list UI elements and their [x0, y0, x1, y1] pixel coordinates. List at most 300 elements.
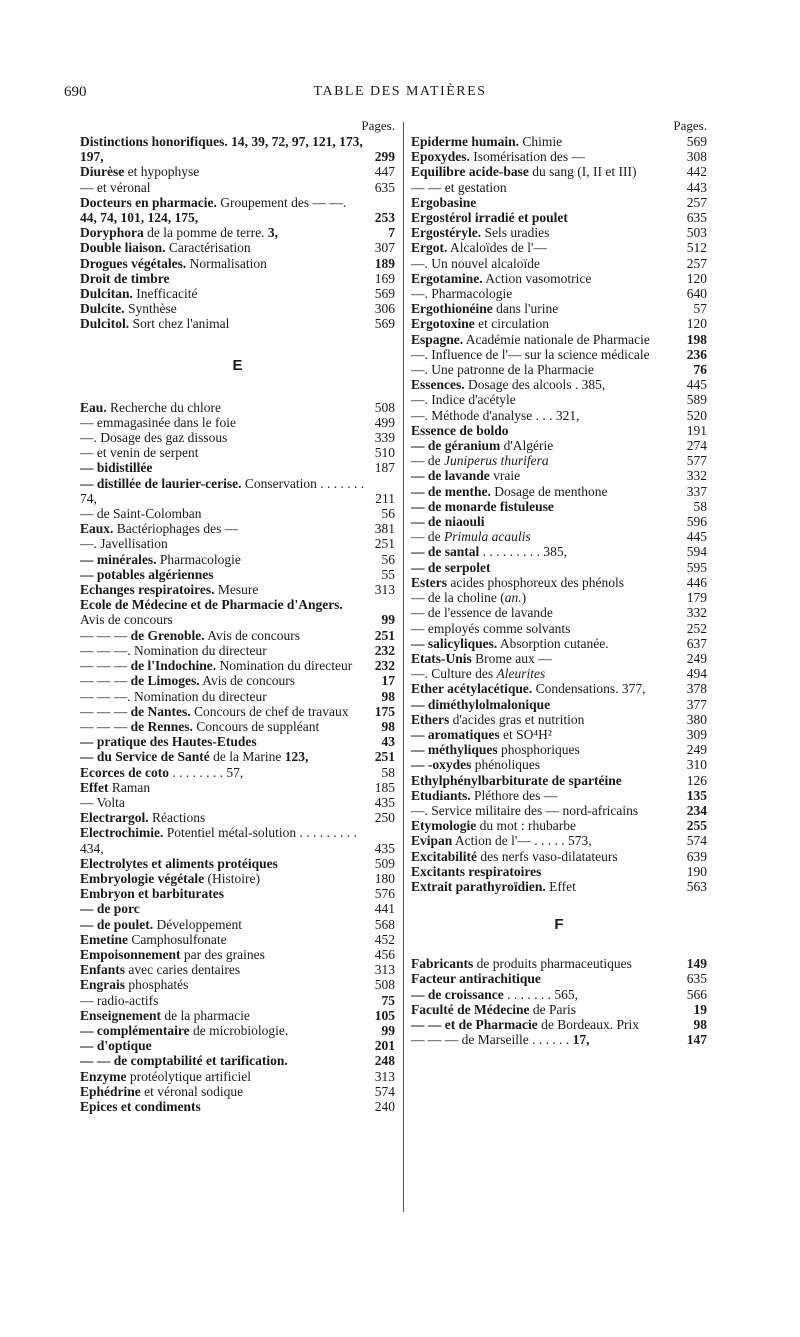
entry-page: 568: [374, 916, 395, 932]
entry-text: Faculté de Médecine de Paris: [411, 1001, 576, 1017]
column-divider: [403, 122, 404, 1212]
entry-text: Evipan Action de l'— . . . . . 573,: [411, 833, 592, 849]
entry-page: 257: [686, 194, 707, 210]
entry-text: Ergot. Alcaloïdes de l'—: [411, 240, 547, 256]
entry-text: — — —. Nomination du directeur: [80, 642, 267, 658]
index-entry: [411, 362, 707, 377]
index-entry: [80, 1008, 395, 1023]
entry-text: Engrais phosphatés: [80, 977, 189, 993]
index-entry: [411, 514, 707, 529]
entry-text: — — — de Nantes. Concours de chef de travaux: [80, 703, 349, 719]
index-entry: [411, 788, 707, 803]
entry-page: 251: [374, 536, 395, 552]
index-entry: [411, 484, 707, 499]
entry-text: Docteurs en pharmacie. Groupement des — —. 44, 74, 101, 124, 175,: [80, 194, 347, 226]
entry-page: 569: [686, 134, 707, 149]
entry-text: Excitabilité des nerfs vaso-dilatateurs: [411, 848, 618, 864]
index-entry: [80, 1023, 395, 1038]
entry-text: —. Une patronne de la Pharmacie: [411, 362, 594, 378]
entry-text: Essence de boldo: [411, 422, 509, 438]
index-entry: [80, 134, 395, 164]
index-entry: [80, 643, 395, 658]
entry-page: 180: [374, 870, 395, 886]
index-entry: [80, 917, 395, 932]
index-entry: [411, 408, 707, 423]
index-entry: [80, 628, 395, 643]
index-entry: [411, 833, 707, 848]
entry-page: 248: [374, 1053, 395, 1069]
index-entry: [411, 621, 707, 636]
entry-page: 299: [374, 149, 395, 165]
entry-page: 58: [693, 498, 707, 514]
entry-text: — — et de Pharmacie de Bordeaux. Prix: [411, 1016, 639, 1032]
entry-page: 569: [374, 286, 395, 302]
entry-text: —. Indice d'acétyle: [411, 392, 516, 408]
entry-page: 566: [686, 986, 707, 1002]
entry-page: 58: [381, 764, 395, 780]
entry-page: 190: [686, 863, 707, 879]
index-entry: [411, 529, 707, 544]
index-entry: [80, 704, 395, 719]
index-entry: [80, 765, 395, 780]
index-entry: [411, 332, 707, 347]
entry-page: 306: [374, 301, 395, 317]
index-entry: [411, 180, 707, 195]
entry-page: 191: [686, 422, 707, 438]
index-entry: [411, 240, 707, 255]
entry-page: 635: [374, 179, 395, 195]
entry-text: — -oxydes phénoliques: [411, 757, 540, 773]
index-entry: [80, 719, 395, 734]
entry-text: Emetine Camphosulfonate: [80, 931, 227, 947]
index-entry: [411, 301, 707, 316]
index-column-right: [411, 118, 707, 1047]
entry-page: 147: [686, 1032, 707, 1048]
entry-page: 446: [686, 574, 707, 590]
index-entry: [411, 681, 707, 696]
entry-page: 179: [686, 590, 707, 606]
entry-page: 574: [686, 833, 707, 849]
index-entry: [411, 742, 707, 757]
index-entry: [80, 476, 395, 506]
pages-column-label: Pages.: [673, 118, 707, 133]
entry-page: 211: [375, 490, 395, 506]
entry-text: Equilibre acide-base du sang (I, II et III): [411, 164, 637, 180]
entry-text: — de monarde fistuleuse: [411, 498, 554, 514]
entry-text: Extrait parathyroïdien. Effet: [411, 878, 576, 894]
index-entry: [80, 506, 395, 521]
entry-text: — salicyliques. Absorption cutanée.: [411, 635, 609, 651]
index-entry: [411, 286, 707, 301]
index-entry: [80, 286, 395, 301]
entry-page: 510: [374, 445, 395, 461]
index-entry: [411, 164, 707, 179]
entry-page: 640: [686, 286, 707, 302]
index-entry: [411, 271, 707, 286]
entry-page: 120: [686, 316, 707, 332]
entry-text: — Volta: [80, 794, 125, 810]
index-entry: [411, 590, 707, 605]
index-entry: [80, 993, 395, 1008]
index-entry: [411, 256, 707, 271]
index-entry: [411, 666, 707, 681]
index-entry: [80, 400, 395, 415]
entry-page: 249: [686, 742, 707, 758]
index-entry: [411, 712, 707, 727]
entry-text: Ether acétylacétique. Condensations. 377,: [411, 681, 646, 697]
entry-page: 639: [686, 848, 707, 864]
index-entry: [411, 727, 707, 742]
entry-page: 445: [686, 529, 707, 545]
index-entry: [411, 773, 707, 788]
entry-list: [411, 134, 707, 1047]
entry-page: 337: [686, 483, 707, 499]
entry-text: Etats-Unis Brome aux —: [411, 650, 552, 666]
entry-text: —. Méthode d'analyse . . . 321,: [411, 407, 580, 423]
entry-page: 499: [374, 414, 395, 430]
entry-text: Ergostéryle. Sels uradies: [411, 225, 550, 241]
entry-page: 309: [686, 726, 707, 742]
entry-text: — d'optique: [80, 1038, 152, 1054]
index-entry: [411, 544, 707, 559]
entry-text: Echanges respiratoires. Mesure: [80, 582, 259, 598]
index-entry: [80, 1069, 395, 1084]
entry-text: — — — de l'Indochine. Nomination du directeur: [80, 658, 353, 674]
entry-page: 307: [374, 240, 395, 256]
entry-text: — et véronal: [80, 179, 151, 195]
entry-page: 378: [686, 681, 707, 697]
index-entry: [411, 423, 707, 438]
entry-text: Ergobasine: [411, 194, 477, 210]
entry-text: Drogues végétales. Normalisation: [80, 255, 267, 271]
section-letter: F: [554, 916, 564, 934]
index-entry: [80, 962, 395, 977]
entry-page: 594: [686, 544, 707, 560]
entry-page: 596: [686, 514, 707, 530]
entry-page: 441: [374, 901, 395, 917]
entry-text: — de niaouli: [411, 514, 485, 530]
entry-page: 637: [686, 635, 707, 651]
entry-text: Enseignement de la pharmacie: [80, 1007, 250, 1023]
entry-page: 313: [374, 962, 395, 978]
entry-page: 442: [686, 164, 707, 180]
index-entry: [80, 1038, 395, 1053]
entry-text: — minérales. Pharmacologie: [80, 551, 241, 567]
index-entry: [411, 803, 707, 818]
entry-page: 201: [374, 1038, 395, 1054]
index-entry: [80, 316, 395, 331]
entry-text: —. Dosage des gaz dissous: [80, 430, 228, 446]
index-entry: [411, 1002, 707, 1017]
entry-text: Eau. Recherche du chlore: [80, 399, 221, 415]
index-entry: [80, 240, 395, 255]
entry-text: — diméthylolmalonique: [411, 696, 551, 712]
entry-text: — de lavande vraie: [411, 468, 521, 484]
index-entry: [80, 597, 395, 627]
entry-text: — et venin de serpent: [80, 445, 199, 461]
index-entry: [411, 499, 707, 514]
entry-text: —. Service militaire des — nord-africains: [411, 802, 639, 818]
entry-text: Epices et condiments: [80, 1098, 201, 1114]
index-entry: [411, 210, 707, 225]
entry-text: Double liaison. Caractérisation: [80, 240, 251, 256]
entry-page: 257: [686, 255, 707, 271]
entry-text: Ecorces de coto . . . . . . . . 57,: [80, 764, 244, 780]
entry-text: — pratique des Hautes-Etudes: [80, 734, 257, 750]
index-entry: [80, 301, 395, 316]
entry-text: Ergotoxine et circulation: [411, 316, 549, 332]
index-entry: [411, 849, 707, 864]
entry-page: 447: [374, 164, 395, 180]
index-entry: [80, 810, 395, 825]
entry-page: 76: [693, 362, 707, 378]
entry-text: — de porc: [80, 901, 140, 917]
entry-page: 98: [693, 1016, 707, 1032]
index-entry: [411, 971, 707, 986]
page-title: TABLE DES MATIÈRES: [313, 84, 487, 99]
entry-page: 75: [381, 992, 395, 1008]
entry-text: Epoxydes. Isomérisation des —: [411, 149, 586, 165]
entry-page: 635: [686, 210, 707, 226]
entry-text: — distillée de laurier-cerise. Conservation . . . . . . . 74,: [80, 475, 365, 506]
index-entry: [80, 856, 395, 871]
entry-page: 250: [374, 810, 395, 826]
entry-text: Distinctions honorifiques. 14, 39, 72, 97, 121, 173, 197,: [80, 134, 363, 165]
entry-text: Espagne. Académie nationale de Pharmacie: [411, 331, 650, 347]
entry-text: Ethers d'acides gras et nutrition: [411, 711, 585, 727]
entry-text: — de Juniperus thurifera: [411, 453, 549, 469]
entry-text: — de géranium d'Algérie: [411, 438, 554, 454]
index-entry: [80, 195, 395, 225]
index-entry: [411, 453, 707, 468]
entry-text: — du Service de Santé de la Marine 123,: [80, 749, 309, 765]
entry-page: 494: [686, 666, 707, 682]
entry-page: 512: [686, 240, 707, 256]
entry-page: 19: [693, 1001, 707, 1017]
entry-text: Dulcitol. Sort chez l'animal: [80, 316, 230, 332]
entry-page: 55: [381, 566, 395, 582]
entry-text: — de l'essence de lavande: [411, 605, 553, 621]
entry-text: — de serpolet: [411, 559, 491, 575]
index-entry: [80, 673, 395, 688]
entry-page: 232: [374, 658, 395, 674]
entry-text: — de santal . . . . . . . . . 385,: [411, 544, 568, 560]
entry-page: 135: [686, 787, 707, 803]
index-entry: [80, 825, 395, 855]
index-entry: [80, 977, 395, 992]
entry-text: Epiderme humain. Chimie: [411, 134, 563, 149]
entry-page: 577: [686, 453, 707, 469]
entry-text: Droit de timbre: [80, 270, 170, 286]
index-entry: [80, 225, 395, 240]
entry-text: Electrochimie. Potentiel métal-solution . . . . . . . . . 434,: [80, 825, 357, 856]
entry-page: 57: [693, 301, 707, 317]
entry-page: 332: [686, 468, 707, 484]
index-entry: [80, 521, 395, 536]
entry-page: 520: [686, 407, 707, 423]
index-entry: [80, 749, 395, 764]
entry-page: 274: [686, 438, 707, 454]
index-entry: [80, 932, 395, 947]
entry-page: 185: [374, 779, 395, 795]
index-entry: [411, 347, 707, 362]
entry-text: Diurèse et hypophyse: [80, 164, 200, 180]
entry-page: 313: [374, 1068, 395, 1084]
entry-text: Excitants respiratoires: [411, 863, 542, 879]
index-entry: [80, 552, 395, 567]
index-entry: [80, 460, 395, 475]
entry-text: Esters acides phosphoreux des phénols: [411, 574, 624, 590]
entry-page: 251: [374, 627, 395, 643]
entry-page: 310: [686, 757, 707, 773]
page-number: 690: [64, 84, 87, 100]
entry-page: 435: [374, 840, 395, 856]
index-entry: [411, 757, 707, 772]
entry-text: Embryon et barbiturates: [80, 886, 224, 902]
entry-text: — de Saint-Colomban: [80, 506, 202, 522]
entry-page: 7: [388, 225, 395, 241]
index-entry: [80, 271, 395, 286]
entry-text: Etymologie du mot : rhubarbe: [411, 818, 576, 834]
index-entry: [411, 377, 707, 392]
entry-text: — aromatiques et SO⁴H²: [411, 726, 552, 742]
entry-page: 339: [374, 430, 395, 446]
entry-page: 381: [374, 521, 395, 537]
entry-page: 569: [374, 316, 395, 332]
index-entry: [411, 697, 707, 712]
index-entry: [80, 947, 395, 962]
entry-page: 126: [686, 772, 707, 788]
index-column-left: [80, 118, 395, 1114]
entry-text: — — — de Rennes. Concours de suppléant: [80, 718, 320, 734]
entry-page: 187: [374, 460, 395, 476]
entry-page: 508: [374, 399, 395, 415]
entry-page: 189: [374, 255, 395, 271]
entry-page: 251: [374, 749, 395, 765]
entry-page: 508: [374, 977, 395, 993]
entry-page: 635: [686, 971, 707, 987]
entry-text: — — de comptabilité et tarification.: [80, 1053, 288, 1069]
entry-text: — bidistillée: [80, 460, 153, 476]
entry-page: 149: [686, 956, 707, 972]
entry-page: 120: [686, 270, 707, 286]
entry-text: Effet Raman: [80, 779, 151, 795]
entry-text: Fabricants de produits pharmaceutiques: [411, 956, 632, 972]
entry-page: 595: [686, 559, 707, 575]
entry-page: 240: [374, 1098, 395, 1114]
index-entry: [411, 864, 707, 879]
index-entry: [80, 886, 395, 901]
entry-page: 198: [686, 331, 707, 347]
index-entry: [80, 780, 395, 795]
entry-page: 435: [374, 794, 395, 810]
entry-text: Ergothionéine dans l'urine: [411, 301, 559, 317]
index-entry: [411, 956, 707, 971]
entry-text: Electrargol. Réactions: [80, 810, 206, 826]
index-entry: [80, 567, 395, 582]
index-entry: [411, 195, 707, 210]
index-entry: [80, 445, 395, 460]
pages-column-label: Pages.: [361, 118, 395, 133]
index-entry: [80, 734, 395, 749]
entry-text: Doryphora de la pomme de terre. 3,: [80, 225, 278, 241]
entry-text: —. Un nouvel alcaloïde: [411, 255, 540, 271]
index-entry: [80, 164, 395, 179]
entry-text: — employés comme solvants: [411, 620, 571, 636]
index-entry: [411, 438, 707, 453]
entry-text: Ephédrine et véronal sodique: [80, 1083, 244, 1099]
index-entry: [411, 1032, 707, 1047]
entry-text: — potables algériennes: [80, 566, 214, 582]
entry-page: 249: [686, 650, 707, 666]
entry-page: 313: [374, 582, 395, 598]
entry-page: 99: [381, 1022, 395, 1038]
entry-text: — radio-actifs: [80, 992, 159, 1008]
entry-page: 255: [686, 818, 707, 834]
entry-page: 56: [381, 551, 395, 567]
index-entry: [411, 879, 707, 894]
entry-page: 234: [686, 802, 707, 818]
entry-text: Essences. Dosage des alcools . 385,: [411, 377, 606, 393]
index-entry: [80, 689, 395, 704]
entry-text: Dulcitan. Inefficacité: [80, 286, 198, 302]
entry-text: Eaux. Bactériophages des —: [80, 521, 239, 537]
entry-page: 105: [374, 1007, 395, 1023]
entry-text: Ergostérol irradié et poulet: [411, 210, 568, 226]
index-entry: [411, 818, 707, 833]
index-entry: [80, 180, 395, 195]
index-entry: [80, 658, 395, 673]
entry-text: Embryologie végétale (Histoire): [80, 870, 260, 886]
entry-page: 503: [686, 225, 707, 241]
entry-page: 98: [381, 688, 395, 704]
entry-text: — complémentaire de microbiologie.: [80, 1022, 289, 1038]
entry-text: —. Influence de l'— sur la science médicale: [411, 346, 650, 362]
entry-text: Enzyme protéolytique artificiel: [80, 1068, 251, 1084]
entry-page: 377: [686, 696, 707, 712]
index-entry: [80, 415, 395, 430]
index-entry: [411, 560, 707, 575]
entry-page: 99: [381, 612, 395, 628]
index-entry: [80, 1084, 395, 1099]
entry-page: 232: [374, 642, 395, 658]
entry-text: Facteur antirachitique: [411, 971, 541, 987]
entry-page: 456: [374, 946, 395, 962]
entry-page: 332: [686, 605, 707, 621]
entry-text: — de poulet. Développement: [80, 916, 242, 932]
index-entry: [411, 605, 707, 620]
entry-page: 253: [374, 210, 395, 226]
entry-page: 98: [381, 718, 395, 734]
index-entry: [411, 392, 707, 407]
entry-text: — méthyliques phosphoriques: [411, 742, 580, 758]
index-entry: [80, 795, 395, 810]
index-entry: [411, 575, 707, 590]
index-entry: [80, 901, 395, 916]
entry-page: 17: [381, 673, 395, 689]
entry-text: Electrolytes et aliments protéiques: [80, 855, 278, 871]
entry-page: 563: [686, 878, 707, 894]
entry-page: 380: [686, 711, 707, 727]
entry-text: — emmagasinée dans le foie: [80, 414, 236, 430]
entry-text: —. Javellisation: [80, 536, 168, 552]
entry-page: 576: [374, 886, 395, 902]
index-entry: [80, 256, 395, 271]
entry-page: 169: [374, 270, 395, 286]
entry-text: — de Primula acaulis: [411, 529, 531, 545]
index-entry: [411, 316, 707, 331]
index-entry: [80, 536, 395, 551]
